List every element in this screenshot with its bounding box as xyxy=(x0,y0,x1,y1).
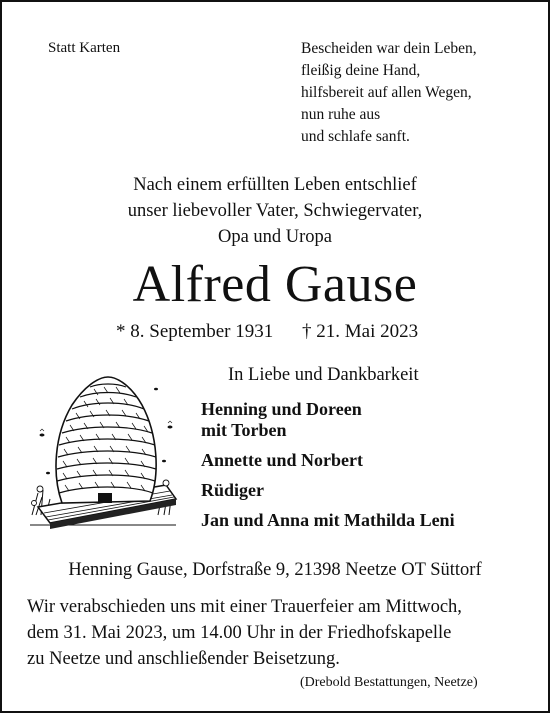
funeral-line: Wir verabschieden uns mit einer Trauerfeier am Mittwoch, xyxy=(27,597,462,617)
poem-line: nun ruhe aus xyxy=(301,106,381,123)
poem-line: fleißig deine Hand, xyxy=(301,62,421,79)
funeral-line: dem 31. Mai 2023, um 14.00 Uhr in der Friedhofskapelle xyxy=(27,623,452,643)
memorial-poem xyxy=(301,38,477,148)
mourner-line: Annette und Norbert xyxy=(201,450,363,470)
birth-date: * 8. September 1931 xyxy=(116,321,274,342)
statt-karten-label: Statt Karten xyxy=(48,40,121,56)
mourners-heading: In Liebe und Dankbarkeit xyxy=(228,365,419,385)
poem-line: Bescheiden war dein Leben, xyxy=(301,40,477,57)
mourners-list xyxy=(201,399,455,531)
undertaker-credit: (Drebold Bestattungen, Neetze) xyxy=(300,675,478,690)
mourner-line: Rüdiger xyxy=(201,480,264,500)
poem-line: hilfsbereit auf allen Wegen, xyxy=(301,84,472,101)
mourner-line: Henning und Doreen xyxy=(201,399,362,419)
funeral-info xyxy=(27,594,462,672)
death-date: † 21. Mai 2023 xyxy=(302,321,419,342)
deceased-name: Alfred Gause xyxy=(132,256,418,313)
intro-text xyxy=(0,172,550,250)
intro-line: Opa und Uropa xyxy=(217,227,333,247)
poem-line: und schlafe sanft. xyxy=(301,128,410,145)
mourner-line: Jan und Anna mit Mathilda Leni xyxy=(201,510,455,530)
mourner-line: mit Torben xyxy=(201,420,287,440)
beehive-icon xyxy=(28,365,178,545)
contact-address: Henning Gause, Dorfstraße 9, 21398 Neetze OT Süttorf xyxy=(68,560,482,580)
intro-line: unser liebevoller Vater, Schwiegervater, xyxy=(127,201,423,221)
funeral-line: zu Neetze und anschließender Beisetzung. xyxy=(27,649,340,669)
intro-line: Nach einem erfüllten Leben entschlief xyxy=(133,175,417,195)
